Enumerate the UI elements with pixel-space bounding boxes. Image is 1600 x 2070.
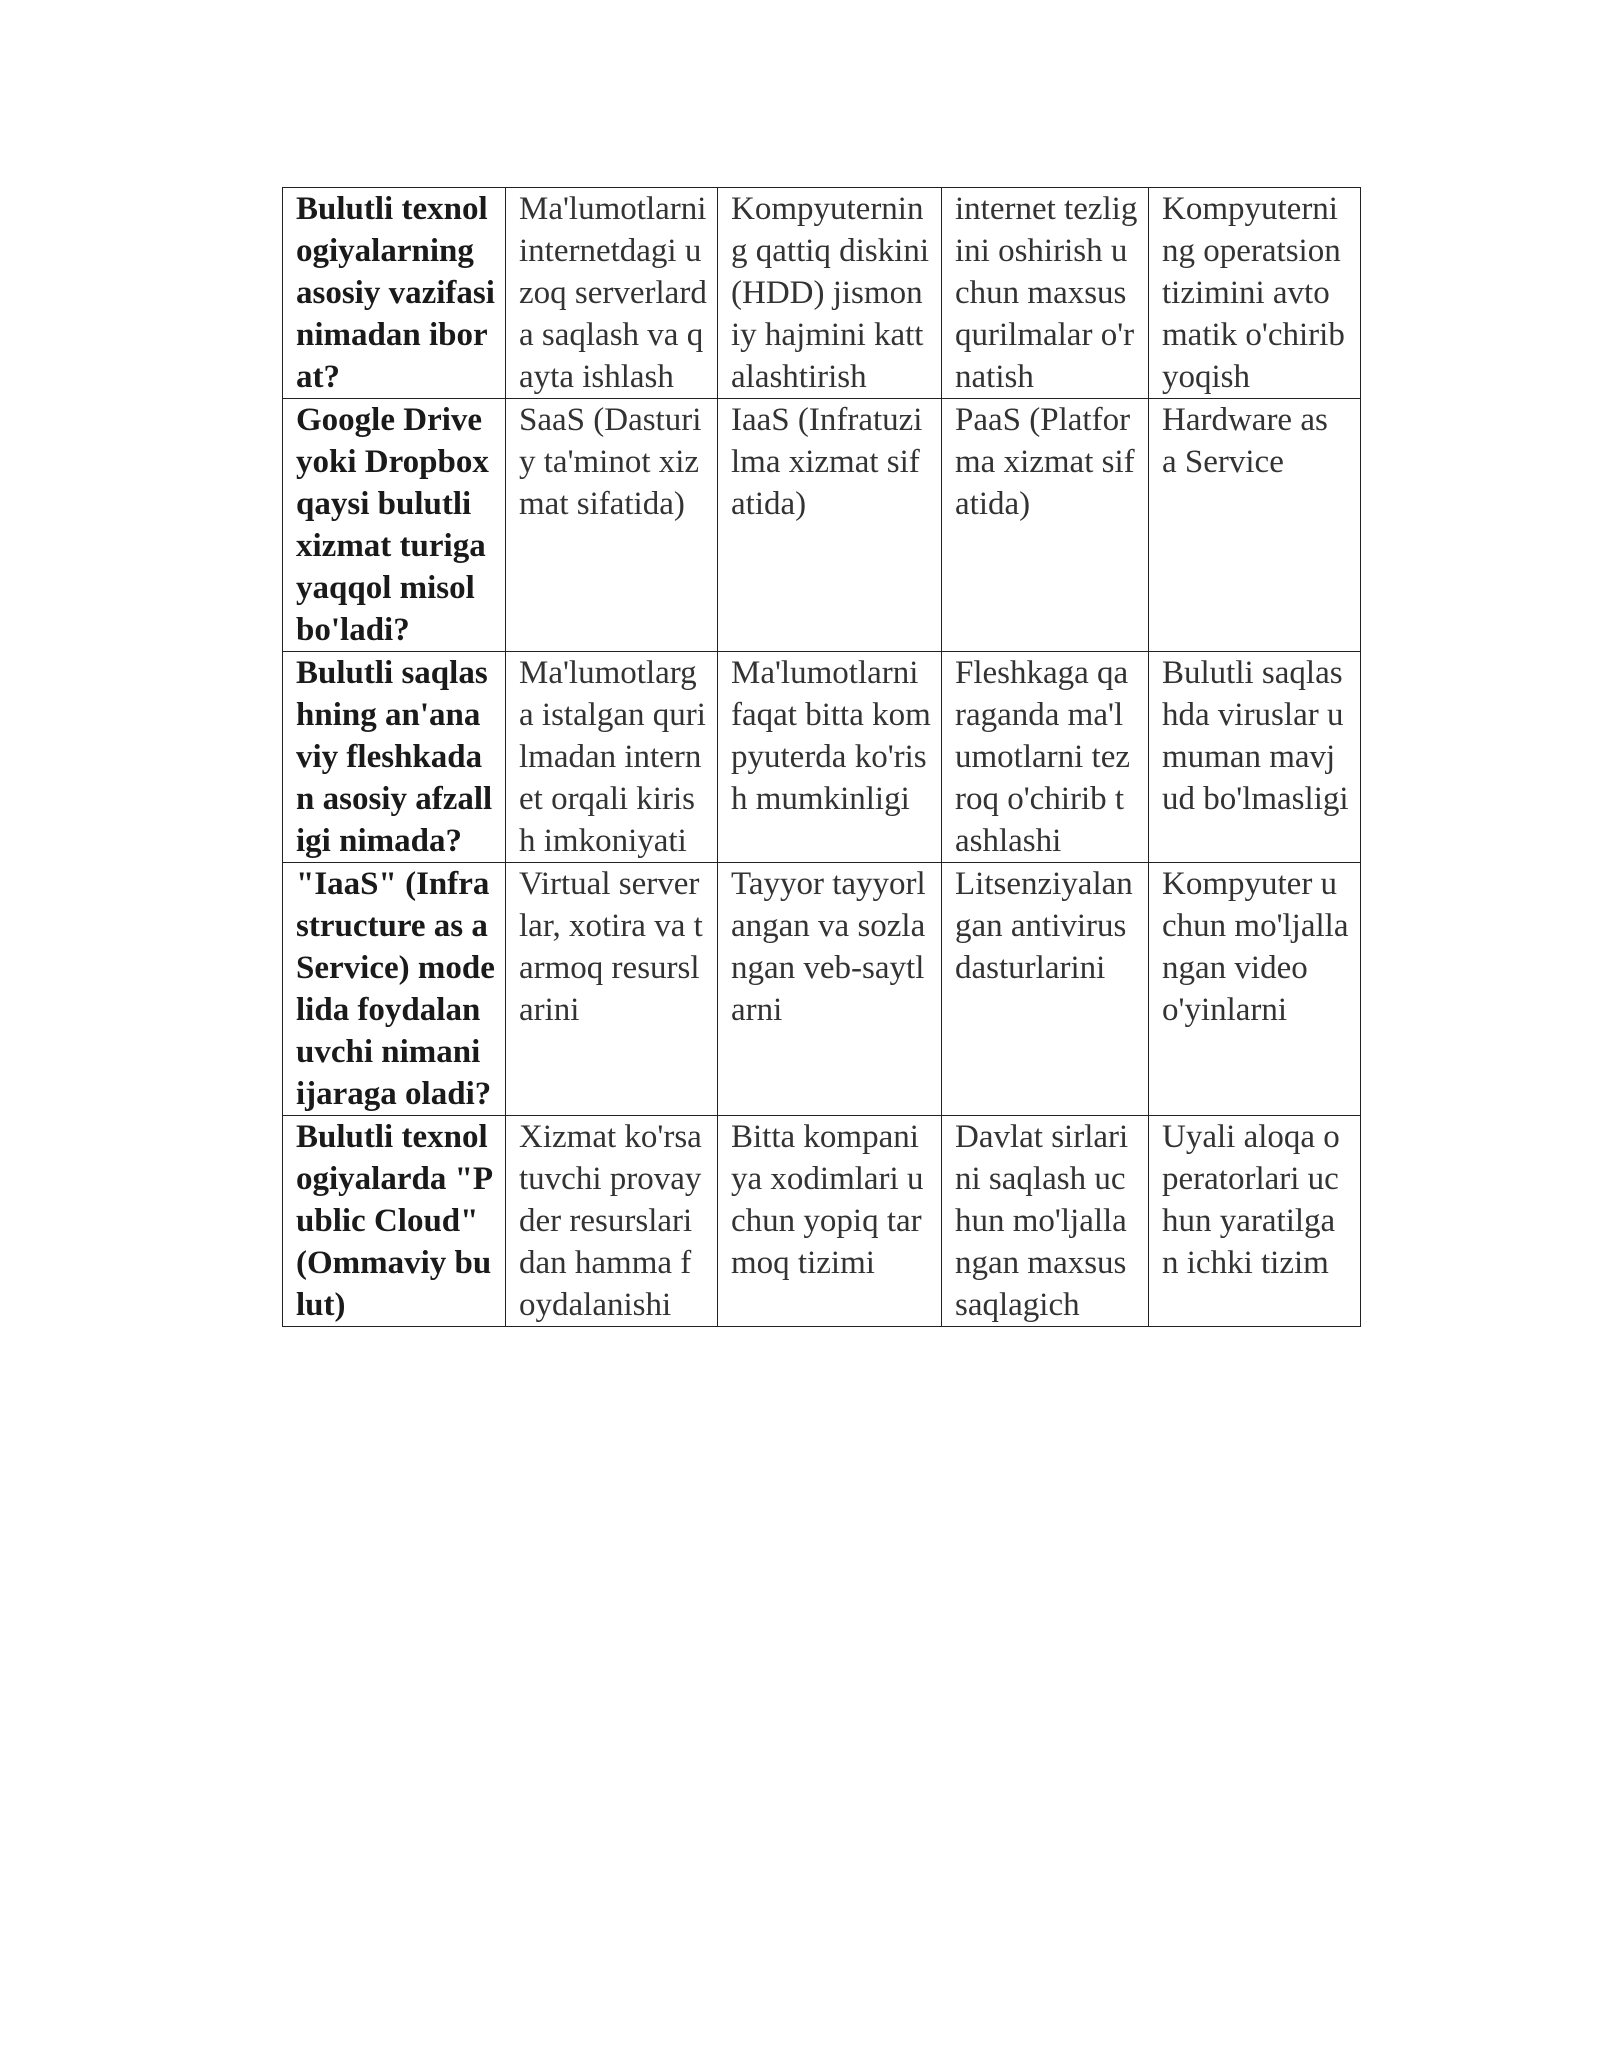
answer-option-b: Tayyor tayyorlangan va sozlangan veb-saytlarni xyxy=(718,863,942,1116)
table-row xyxy=(283,863,1361,1116)
answer-option-c: Litsenziyalangan antivirus dasturlarini xyxy=(942,863,1149,1116)
answer-option-a: SaaS (Dasturiy ta'minot xizmat sifatida) xyxy=(506,399,718,652)
answer-option-c: Davlat sirlarini saqlash uchun mo'ljallangan maxsus saqlagich xyxy=(942,1116,1149,1327)
answer-option-a: Ma'lumotlarga istalgan qurilmadan internet orqali kirish imkoniyati xyxy=(506,652,718,863)
question-cell: Bulutli texnologiyalarning asosiy vazifasi nimadan iborat? xyxy=(283,188,506,399)
answer-option-d: Hardware as a Service xyxy=(1149,399,1361,652)
answer-option-b: Bitta kompaniya xodimlari uchun yopiq tarmoq tizimi xyxy=(718,1116,942,1327)
table-row xyxy=(283,188,1361,399)
table-row xyxy=(283,652,1361,863)
answer-option-d: Kompyuterning operatsion tizimini avtomatik o'chirib yoqish xyxy=(1149,188,1361,399)
answer-option-d: Bulutli saqlashda viruslar umuman mavjud bo'lmasligi xyxy=(1149,652,1361,863)
question-cell: Bulutli saqlashning an'anaviy fleshkadan asosiy afzalligi nimada? xyxy=(283,652,506,863)
table-row xyxy=(283,1116,1361,1327)
question-cell: Google Drive yoki Dropbox qaysi bulutli xizmat turiga yaqqol misol bo'ladi? xyxy=(283,399,506,652)
answer-option-a: Xizmat ko'rsatuvchi provayder resurslaridan hamma foydalanishi xyxy=(506,1116,718,1327)
question-cell: Bulutli texnologiyalarda "Public Cloud" (Ommaviy bulut) xyxy=(283,1116,506,1327)
answer-option-b: Kompyuterning qattiq diskini (HDD) jismoniy hajmini kattalashtirish xyxy=(718,188,942,399)
answer-option-b: Ma'lumotlarni faqat bitta kompyuterda ko'rish mumkinligi xyxy=(718,652,942,863)
quiz-table xyxy=(282,187,1361,1327)
answer-option-d: Uyali aloqa operatorlari uchun yaratilgan ichki tizim xyxy=(1149,1116,1361,1327)
answer-option-c: Fleshkaga qaraganda ma'lumotlarni tezroq o'chirib tashlashi xyxy=(942,652,1149,863)
answer-option-d: Kompyuter uchun mo'ljallangan video o'yinlarni xyxy=(1149,863,1361,1116)
answer-option-c: PaaS (Platforma xizmat sifatida) xyxy=(942,399,1149,652)
question-cell: "IaaS" (Infrastructure as a Service) modelida foydalanuvchi nimani ijaraga oladi? xyxy=(283,863,506,1116)
answer-option-a: Ma'lumotlarni internetdagi uzoq serverlarda saqlash va qayta ishlash xyxy=(506,188,718,399)
table-row xyxy=(283,399,1361,652)
answer-option-c: internet tezligini oshirish uchun maxsus qurilmalar o'rnatish xyxy=(942,188,1149,399)
answer-option-b: IaaS (Infratuzilma xizmat sifatida) xyxy=(718,399,942,652)
answer-option-a: Virtual serverlar, xotira va tarmoq resurslarini xyxy=(506,863,718,1116)
